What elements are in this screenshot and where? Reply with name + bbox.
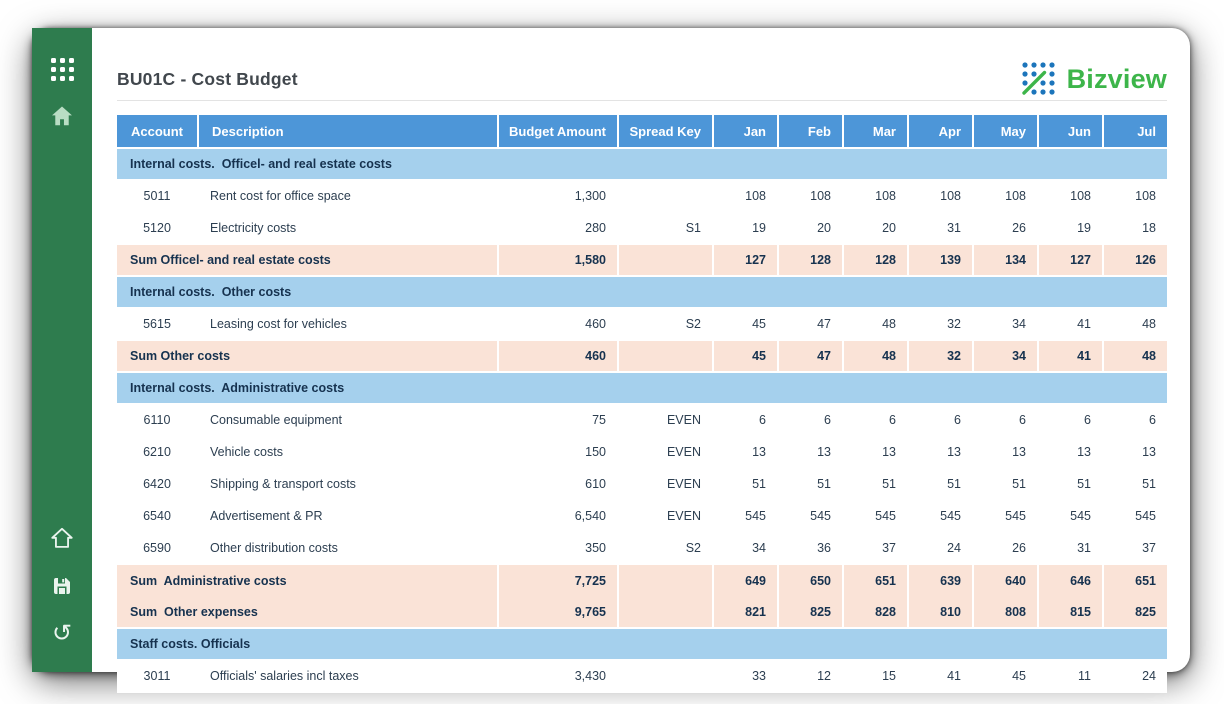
sum-spread-cell xyxy=(617,565,712,597)
budget-amount-cell[interactable]: 350 xyxy=(585,541,606,555)
sum-month-cell: 640 xyxy=(972,565,1037,597)
title-divider xyxy=(117,100,1167,101)
account-cell[interactable]: 6110 xyxy=(143,413,171,427)
month-value-cell[interactable]: 108 xyxy=(1135,189,1156,203)
account-cell[interactable]: 5120 xyxy=(143,221,171,235)
sum-row xyxy=(117,597,1167,629)
table-row xyxy=(117,181,1167,213)
budget-amount-cell[interactable]: 1,300 xyxy=(574,189,606,203)
description-cell[interactable]: Consumable equipment xyxy=(210,413,343,427)
month-value-cell[interactable]: 34 xyxy=(752,541,766,555)
month-value-cell[interactable]: 6 xyxy=(954,413,961,427)
month-value-cell[interactable]: 19 xyxy=(752,221,766,235)
month-value-cell[interactable]: 51 xyxy=(882,477,896,491)
sum-month-cell: 139 xyxy=(907,245,972,275)
month-value-cell[interactable]: 545 xyxy=(1135,509,1156,523)
month-value-cell[interactable]: 37 xyxy=(1142,541,1156,555)
sum-month-cell: 825 xyxy=(777,597,842,627)
month-value-cell[interactable]: 545 xyxy=(875,509,896,523)
table-row xyxy=(117,213,1167,245)
month-value-cell[interactable]: 51 xyxy=(1012,477,1026,491)
month-value-cell[interactable]: 24 xyxy=(1142,669,1156,683)
month-value-cell[interactable]: 20 xyxy=(882,221,896,235)
description-cell[interactable]: Vehicle costs xyxy=(210,445,283,459)
month-value-cell[interactable]: 108 xyxy=(1005,189,1026,203)
sidebar xyxy=(32,28,92,672)
sum-month-cell: 47 xyxy=(777,341,842,371)
sum-month-cell: 34 xyxy=(972,341,1037,371)
brand-logo xyxy=(1020,60,1167,98)
month-value-cell[interactable]: 37 xyxy=(882,541,896,555)
account-cell[interactable]: 6210 xyxy=(143,445,171,459)
spread-key-cell[interactable]: S2 xyxy=(685,317,701,331)
sum-month-cell: 41 xyxy=(1037,341,1102,371)
table-row xyxy=(117,533,1167,565)
sum-spread-cell xyxy=(617,597,712,627)
sum-budget-cell: 7,725 xyxy=(497,565,617,597)
home-button[interactable] xyxy=(44,100,80,134)
table-row xyxy=(117,501,1167,533)
month-value-cell[interactable]: 18 xyxy=(1142,221,1156,235)
topbar xyxy=(117,28,1167,100)
column-header-month[interactable]: Jan xyxy=(712,115,777,147)
month-value-cell[interactable]: 15 xyxy=(882,669,896,683)
sum-label-cell: Sum Other costs xyxy=(130,349,231,363)
refresh-button[interactable] xyxy=(44,618,80,652)
main-content xyxy=(92,28,1191,683)
sum-month-cell: 127 xyxy=(1037,245,1102,275)
sum-month-cell: 45 xyxy=(712,341,777,371)
apps-grid-button[interactable] xyxy=(44,52,80,86)
sum-month-cell: 48 xyxy=(842,341,907,371)
sum-spread-cell xyxy=(617,245,712,275)
spread-key-cell[interactable]: EVEN xyxy=(666,509,701,523)
month-value-cell[interactable]: 26 xyxy=(1012,541,1026,555)
account-cell[interactable]: 3011 xyxy=(143,669,171,683)
column-header-month[interactable]: Feb xyxy=(777,115,842,147)
column-header-spread-key[interactable]: Spread Key xyxy=(617,115,712,147)
month-value-cell[interactable]: 11 xyxy=(1078,669,1091,683)
budget-amount-cell[interactable]: 75 xyxy=(592,413,606,427)
home-icon xyxy=(49,103,75,132)
save-button[interactable] xyxy=(44,570,80,604)
month-value-cell[interactable]: 108 xyxy=(810,189,831,203)
sum-month-cell: 810 xyxy=(907,597,972,627)
table-row xyxy=(117,661,1167,693)
sum-row xyxy=(117,341,1167,373)
month-value-cell[interactable]: 6 xyxy=(889,413,896,427)
month-value-cell[interactable]: 36 xyxy=(817,541,831,555)
sum-month-cell: 48 xyxy=(1102,341,1167,371)
column-header-month[interactable]: Jun xyxy=(1037,115,1102,147)
sum-month-cell: 128 xyxy=(777,245,842,275)
column-header-month[interactable]: Mar xyxy=(842,115,907,147)
month-value-cell[interactable]: 33 xyxy=(752,669,766,683)
table-row xyxy=(117,405,1167,437)
description-cell[interactable]: Rent cost for office space xyxy=(210,189,351,203)
month-value-cell[interactable]: 6 xyxy=(1084,413,1091,427)
budget-table xyxy=(117,115,1167,693)
spread-key-cell[interactable]: EVEN xyxy=(666,477,701,491)
month-value-cell[interactable]: 47 xyxy=(817,317,831,331)
column-header-month[interactable]: Apr xyxy=(907,115,972,147)
home-outline-button[interactable] xyxy=(44,522,80,556)
account-cell[interactable]: 6420 xyxy=(143,477,171,491)
page-title: BU01C - Cost Budget xyxy=(117,68,298,89)
column-header-description[interactable]: Description xyxy=(197,115,497,147)
table-header-row xyxy=(117,115,1167,149)
sum-month-cell: 646 xyxy=(1037,565,1102,597)
month-value-cell[interactable]: 545 xyxy=(1005,509,1026,523)
month-value-cell[interactable]: 6 xyxy=(1149,413,1156,427)
table-row xyxy=(117,309,1167,341)
sum-month-cell: 651 xyxy=(842,565,907,597)
home-outline-icon xyxy=(49,525,75,554)
month-value-cell[interactable]: 13 xyxy=(752,445,766,459)
month-value-cell[interactable]: 13 xyxy=(947,445,961,459)
month-value-cell[interactable]: 13 xyxy=(1012,445,1026,459)
column-header-month[interactable]: May xyxy=(972,115,1037,147)
account-cell[interactable]: 5011 xyxy=(143,189,171,203)
sum-budget-cell: 1,580 xyxy=(497,245,617,275)
month-value-cell[interactable]: 108 xyxy=(875,189,896,203)
description-cell[interactable]: Electricity costs xyxy=(210,221,297,235)
month-value-cell[interactable]: 51 xyxy=(1077,477,1091,491)
month-value-cell[interactable]: 108 xyxy=(1070,189,1091,203)
month-value-cell[interactable]: 45 xyxy=(1012,669,1026,683)
month-value-cell[interactable]: 6 xyxy=(759,413,766,427)
sum-month-cell: 127 xyxy=(712,245,777,275)
month-value-cell[interactable]: 19 xyxy=(1077,221,1091,235)
month-value-cell[interactable]: 108 xyxy=(940,189,961,203)
column-header-month[interactable]: Jul xyxy=(1102,115,1167,147)
table-row xyxy=(117,469,1167,501)
apps-grid-icon xyxy=(51,58,74,81)
sum-row xyxy=(117,245,1167,277)
month-value-cell[interactable]: 20 xyxy=(817,221,831,235)
month-value-cell[interactable]: 13 xyxy=(1077,445,1091,459)
spread-key-cell[interactable]: S2 xyxy=(685,541,701,555)
month-value-cell[interactable]: 6 xyxy=(1019,413,1026,427)
sum-month-cell: 32 xyxy=(907,341,972,371)
month-value-cell[interactable]: 45 xyxy=(752,317,766,331)
month-value-cell[interactable]: 31 xyxy=(947,221,961,235)
month-value-cell[interactable]: 6 xyxy=(824,413,831,427)
budget-amount-cell[interactable]: 6,540 xyxy=(574,509,606,523)
sum-label-cell: Sum Administrative costs xyxy=(130,574,287,588)
month-value-cell[interactable]: 13 xyxy=(1142,445,1156,459)
month-value-cell[interactable]: 13 xyxy=(817,445,831,459)
description-cell[interactable]: Officials' salaries incl taxes xyxy=(210,669,359,683)
account-cell[interactable]: 6540 xyxy=(143,509,171,523)
month-value-cell[interactable]: 108 xyxy=(745,189,766,203)
group-header-row: Internal costs. Administrative costs xyxy=(117,373,1167,405)
save-icon xyxy=(50,574,74,601)
sum-budget-cell: 9,765 xyxy=(497,597,617,627)
month-value-cell[interactable]: 48 xyxy=(882,317,896,331)
sum-label-cell: Sum Other expenses xyxy=(130,605,258,619)
spread-key-cell[interactable] xyxy=(617,181,712,211)
budget-amount-cell[interactable]: 610 xyxy=(585,477,606,491)
spread-key-cell[interactable]: S1 xyxy=(685,221,701,235)
month-value-cell[interactable]: 545 xyxy=(810,509,831,523)
month-value-cell[interactable]: 41 xyxy=(947,669,961,683)
sum-month-cell: 821 xyxy=(712,597,777,627)
month-value-cell[interactable]: 24 xyxy=(947,541,961,555)
sum-spread-cell xyxy=(617,341,712,371)
spread-key-cell[interactable] xyxy=(617,661,712,691)
column-header-account[interactable]: Account xyxy=(117,115,197,147)
month-value-cell[interactable]: 545 xyxy=(940,509,961,523)
month-value-cell[interactable]: 51 xyxy=(752,477,766,491)
month-value-cell[interactable]: 12 xyxy=(817,669,831,683)
brand-name: Bizview xyxy=(1066,63,1167,94)
refresh-icon: ↺ xyxy=(51,620,73,647)
app-window xyxy=(32,28,1190,683)
table-row xyxy=(117,437,1167,469)
sum-month-cell: 828 xyxy=(842,597,907,627)
sum-month-cell: 126 xyxy=(1102,245,1167,275)
account-cell[interactable]: 6590 xyxy=(143,541,171,555)
month-value-cell[interactable]: 34 xyxy=(1012,317,1026,331)
budget-amount-cell[interactable]: 150 xyxy=(585,445,606,459)
month-value-cell[interactable]: 13 xyxy=(882,445,896,459)
sum-label-cell: Sum Officel- and real estate costs xyxy=(130,253,331,267)
description-cell[interactable]: Advertisement & PR xyxy=(210,509,323,523)
description-cell[interactable]: Other distribution costs xyxy=(210,541,338,555)
description-cell[interactable]: Leasing cost for vehicles xyxy=(210,317,347,331)
bizview-logo-icon xyxy=(1020,60,1058,98)
month-value-cell[interactable]: 51 xyxy=(1142,477,1156,491)
group-header-row: Staff costs. Officials xyxy=(117,629,1167,661)
sum-row xyxy=(117,565,1167,597)
column-header-budget-amount[interactable]: Budget Amount xyxy=(497,115,617,147)
sum-month-cell: 639 xyxy=(907,565,972,597)
month-value-cell[interactable]: 51 xyxy=(817,477,831,491)
budget-amount-cell[interactable]: 3,430 xyxy=(574,669,606,683)
sum-month-cell: 649 xyxy=(712,565,777,597)
sum-month-cell: 650 xyxy=(777,565,842,597)
group-header-row: Internal costs. Officel- and real estate costs xyxy=(117,149,1167,181)
month-value-cell[interactable]: 51 xyxy=(947,477,961,491)
month-value-cell[interactable]: 26 xyxy=(1012,221,1026,235)
sum-month-cell: 815 xyxy=(1037,597,1102,627)
sum-month-cell: 134 xyxy=(972,245,1037,275)
sum-month-cell: 651 xyxy=(1102,565,1167,597)
sum-month-cell: 808 xyxy=(972,597,1037,627)
month-value-cell[interactable]: 48 xyxy=(1142,317,1156,331)
month-value-cell[interactable]: 32 xyxy=(947,317,961,331)
spread-key-cell[interactable]: EVEN xyxy=(666,413,701,427)
budget-amount-cell[interactable]: 460 xyxy=(585,317,606,331)
month-value-cell[interactable]: 545 xyxy=(1070,509,1091,523)
sum-budget-cell: 460 xyxy=(497,341,617,371)
month-value-cell[interactable]: 545 xyxy=(745,509,766,523)
spread-key-cell[interactable]: EVEN xyxy=(666,445,701,459)
account-cell[interactable]: 5615 xyxy=(143,317,171,331)
description-cell[interactable]: Shipping & transport costs xyxy=(210,477,356,491)
budget-amount-cell[interactable]: 280 xyxy=(585,221,606,235)
month-value-cell[interactable]: 31 xyxy=(1077,541,1091,555)
sum-month-cell: 128 xyxy=(842,245,907,275)
sum-month-cell: 825 xyxy=(1102,597,1167,627)
group-header-row: Internal costs. Other costs xyxy=(117,277,1167,309)
month-value-cell[interactable]: 41 xyxy=(1077,317,1091,331)
